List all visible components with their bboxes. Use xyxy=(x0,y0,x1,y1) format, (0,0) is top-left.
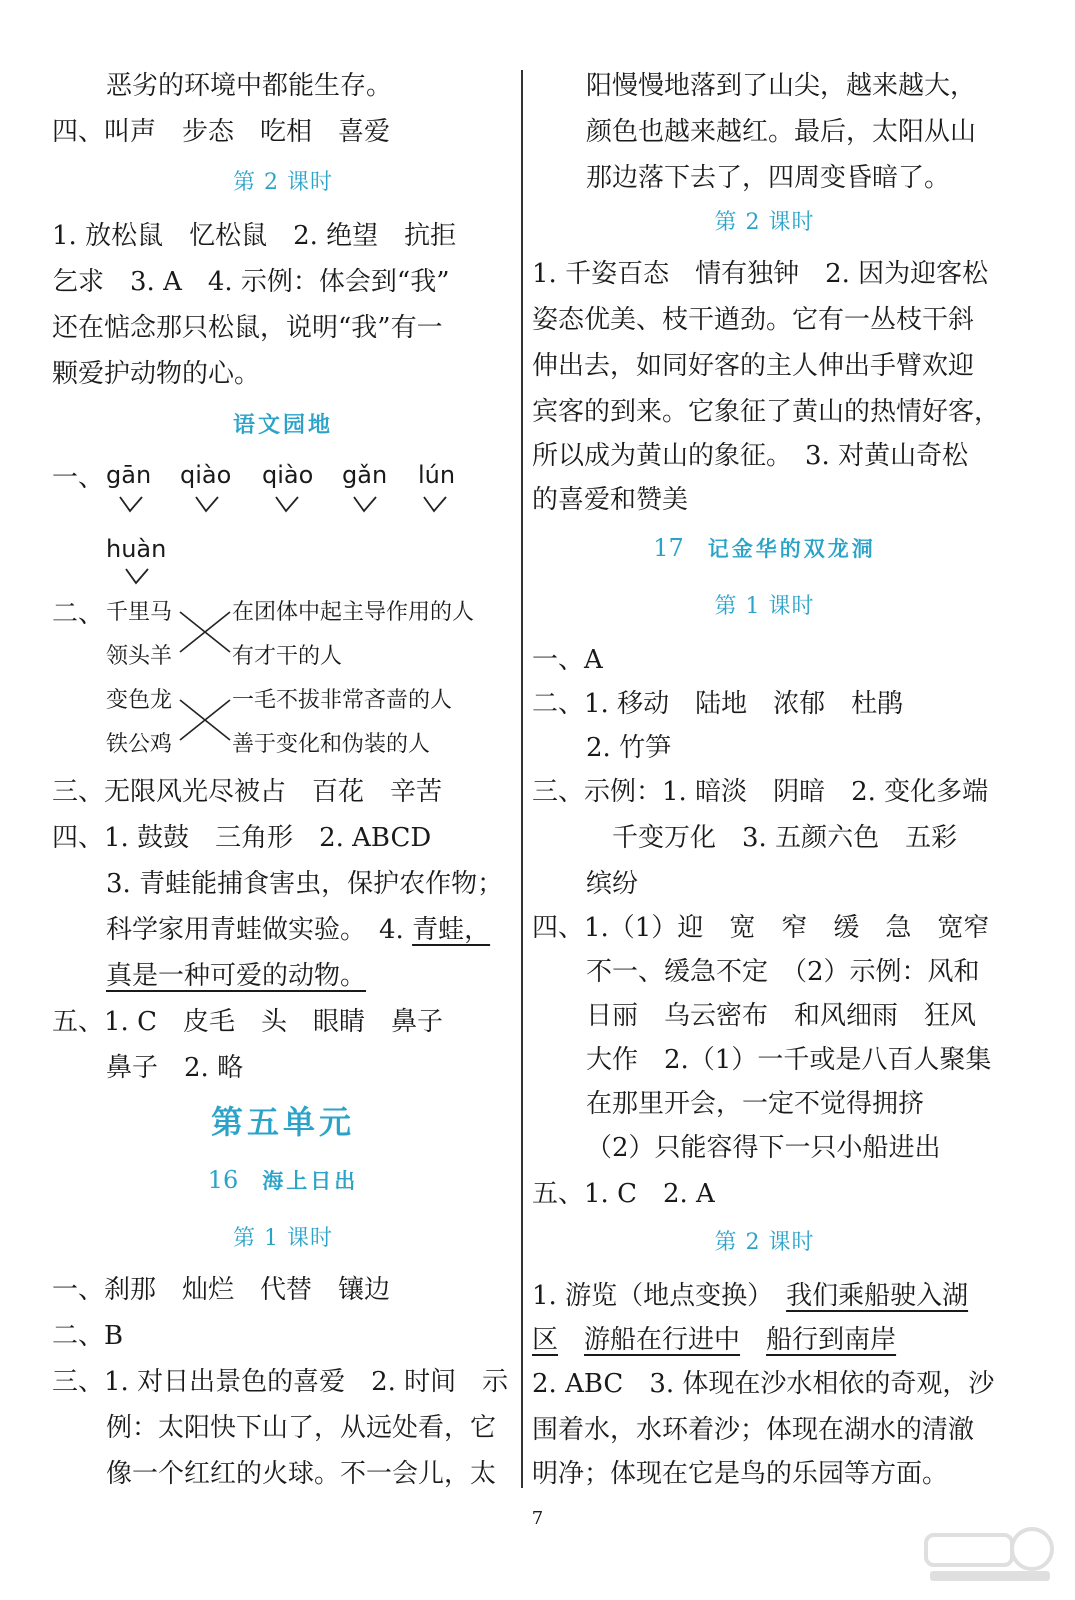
answer-line: 二、1. 移动 陆地 浓郁 杜鹃 xyxy=(532,689,904,719)
answer-line: 围着水，水环着沙；体现在湖水的清澈 xyxy=(532,1415,975,1445)
underlined-answer: 区 xyxy=(532,1325,559,1355)
lesson-heading: 第 2 课时 xyxy=(714,1230,815,1255)
column-divider xyxy=(521,70,523,1488)
match-connector-lines xyxy=(178,610,232,654)
chapter-title: 记金华的双龙洞 xyxy=(707,536,876,561)
answer-line xyxy=(106,912,490,948)
answer-line: 三、无限风光尽被占 百花 辛苦 xyxy=(52,777,443,807)
answer-line: 颜色也越来越红。最后，太阳从山 xyxy=(586,117,977,147)
match-connector-lines xyxy=(178,698,232,742)
answer-text: 科学家用青蛙做实验。 4. xyxy=(106,915,413,945)
pinyin: huàn xyxy=(106,535,167,563)
check-mark-icon xyxy=(194,494,220,514)
answer-line: 1. 放松鼠 忆松鼠 2. 绝望 抗拒 xyxy=(52,221,457,251)
answer-line xyxy=(532,1278,968,1314)
answer-line: 四、1. 鼓鼓 三角形 2. ABCD xyxy=(52,823,432,853)
underlined-answer: 我们乘船驶入湖 xyxy=(786,1281,969,1311)
answer-line: 三、示例：1. 暗淡 阴暗 2. 变化多端 xyxy=(532,777,989,807)
match-meaning: 一毛不拔非常吝啬的人 xyxy=(232,688,453,713)
answer-line: 三、1. 对日出景色的喜爱 2. 时间 示 xyxy=(52,1367,509,1397)
match-meaning: 有才干的人 xyxy=(232,644,343,669)
answer-line: 缤纷 xyxy=(586,869,639,899)
check-mark-icon xyxy=(274,494,300,514)
answer-line: 鼻子 2. 略 xyxy=(106,1053,244,1083)
answer-line: 千变万化 3. 五颜六色 五彩 xyxy=(612,823,958,853)
answer-line: 1. 千姿百态 情有独钟 2. 因为迎客松 xyxy=(532,259,989,289)
pinyin: qiào xyxy=(180,461,232,489)
answer-line: 四、1.（1）迎 宽 窄 缓 急 宽窄 xyxy=(532,913,990,943)
answer-line: 在那里开会，一定不觉得拥挤 xyxy=(586,1089,925,1119)
answer-line: 例：太阳快下山了，从远处看，它 xyxy=(106,1413,497,1443)
pinyin: qiào xyxy=(262,461,314,489)
underlined-answer: 船行到南岸 xyxy=(766,1325,897,1355)
answer-line: 伸出去，如同好客的主人伸出手臂欢迎 xyxy=(532,351,975,381)
answer-line: 二、B xyxy=(52,1321,124,1351)
pinyin: lún xyxy=(418,461,456,489)
chapter-heading xyxy=(52,1164,514,1197)
check-mark-icon xyxy=(422,494,448,514)
answer-line: 大作 2.（1）一千或是八百人聚集 xyxy=(586,1045,992,1075)
pinyin: gān xyxy=(106,461,152,489)
match-term: 领头羊 xyxy=(106,644,173,669)
check-mark-icon xyxy=(124,566,150,586)
answer-line: 日丽 乌云密布 和风细雨 狂风 xyxy=(586,1001,977,1031)
watermark-logo xyxy=(920,1525,1060,1585)
chapter-heading xyxy=(532,532,997,565)
answer-line: 明净；体现在它是鸟的乐园等方面。 xyxy=(532,1459,949,1489)
answer-line: 像一个红红的火球。不一会儿，太 xyxy=(106,1459,497,1489)
answer-line: 乞求 3. A 4. 示例：体会到“我” xyxy=(52,267,450,297)
answer-prefix: 二、 xyxy=(52,599,105,629)
match-term: 变色龙 xyxy=(106,688,173,713)
answer-line: 3. 青蛙能捕食害虫，保护农作物； xyxy=(106,869,504,899)
check-mark-icon xyxy=(118,494,144,514)
answer-line: 姿态优美、枝干遒劲。它有一丛枝干斜 xyxy=(532,305,975,335)
lesson-heading: 第 2 课时 xyxy=(233,170,333,195)
answer-text: 1. 游览（地点变换） xyxy=(532,1281,787,1311)
answer-line: 那边落下去了，四周变昏暗了。 xyxy=(586,163,951,193)
answer-line: 2. 竹笋 xyxy=(586,733,672,763)
section-heading: 语文园地 xyxy=(232,412,333,438)
answer-line: 一、刹那 灿烂 代替 镶边 xyxy=(52,1275,391,1305)
underlined-answer: 青蛙， xyxy=(412,915,491,945)
underlined-answer: 真是一种可爱的动物。 xyxy=(106,961,367,991)
answer-line: 一、A xyxy=(532,645,603,675)
chapter-number: 17 xyxy=(653,534,684,562)
match-meaning: 善于变化和伪装的人 xyxy=(232,732,431,757)
page-number: 7 xyxy=(531,1508,544,1529)
answer-line: 的喜爱和赞美 xyxy=(532,485,689,515)
lesson-heading: 第 2 课时 xyxy=(714,210,815,235)
chapter-number: 16 xyxy=(207,1166,239,1194)
answer-line: 颗爱护动物的心。 xyxy=(52,359,261,389)
lesson-heading: 第 1 课时 xyxy=(714,594,815,619)
answer-line: （2）只能容得下一只小船进出 xyxy=(586,1133,941,1163)
answer-line xyxy=(532,1322,896,1358)
answer-line: 不一、缓急不定 （2）示例：风和 xyxy=(586,957,980,987)
answer-line: 四、叫声 步态 吃相 喜爱 xyxy=(52,117,391,147)
answer-line: 五、1. C 2. A xyxy=(532,1179,715,1209)
underlined-answer: 游船在行进中 xyxy=(584,1325,741,1355)
match-term: 铁公鸡 xyxy=(106,732,173,757)
pinyin: gǎn xyxy=(342,461,388,489)
answer-line: 还在惦念那只松鼠，说明“我”有一 xyxy=(52,313,443,343)
match-meaning: 在团体中起主导作用的人 xyxy=(232,600,475,625)
chapter-title: 海上日出 xyxy=(262,1168,359,1193)
answer-prefix: 一、 xyxy=(52,463,105,493)
answer-line: 五、1. C 皮毛 头 眼睛 鼻子 xyxy=(52,1007,443,1037)
check-mark-icon xyxy=(352,494,378,514)
lesson-heading: 第 1 课时 xyxy=(233,1226,333,1251)
answer-line: 2. ABC 3. 体现在沙水相依的奇观，沙 xyxy=(532,1369,995,1399)
unit-heading: 第五单元 xyxy=(210,1103,355,1141)
answer-line: 阳慢慢地落到了山尖，越来越大， xyxy=(586,71,977,101)
match-term: 千里马 xyxy=(106,600,173,625)
answer-line: 所以成为黄山的象征。 3. 对黄山奇松 xyxy=(532,441,969,471)
answer-line: 恶劣的环境中都能生存。 xyxy=(106,71,393,101)
answer-line: 宾客的到来。它象征了黄山的热情好客， xyxy=(532,397,1001,427)
